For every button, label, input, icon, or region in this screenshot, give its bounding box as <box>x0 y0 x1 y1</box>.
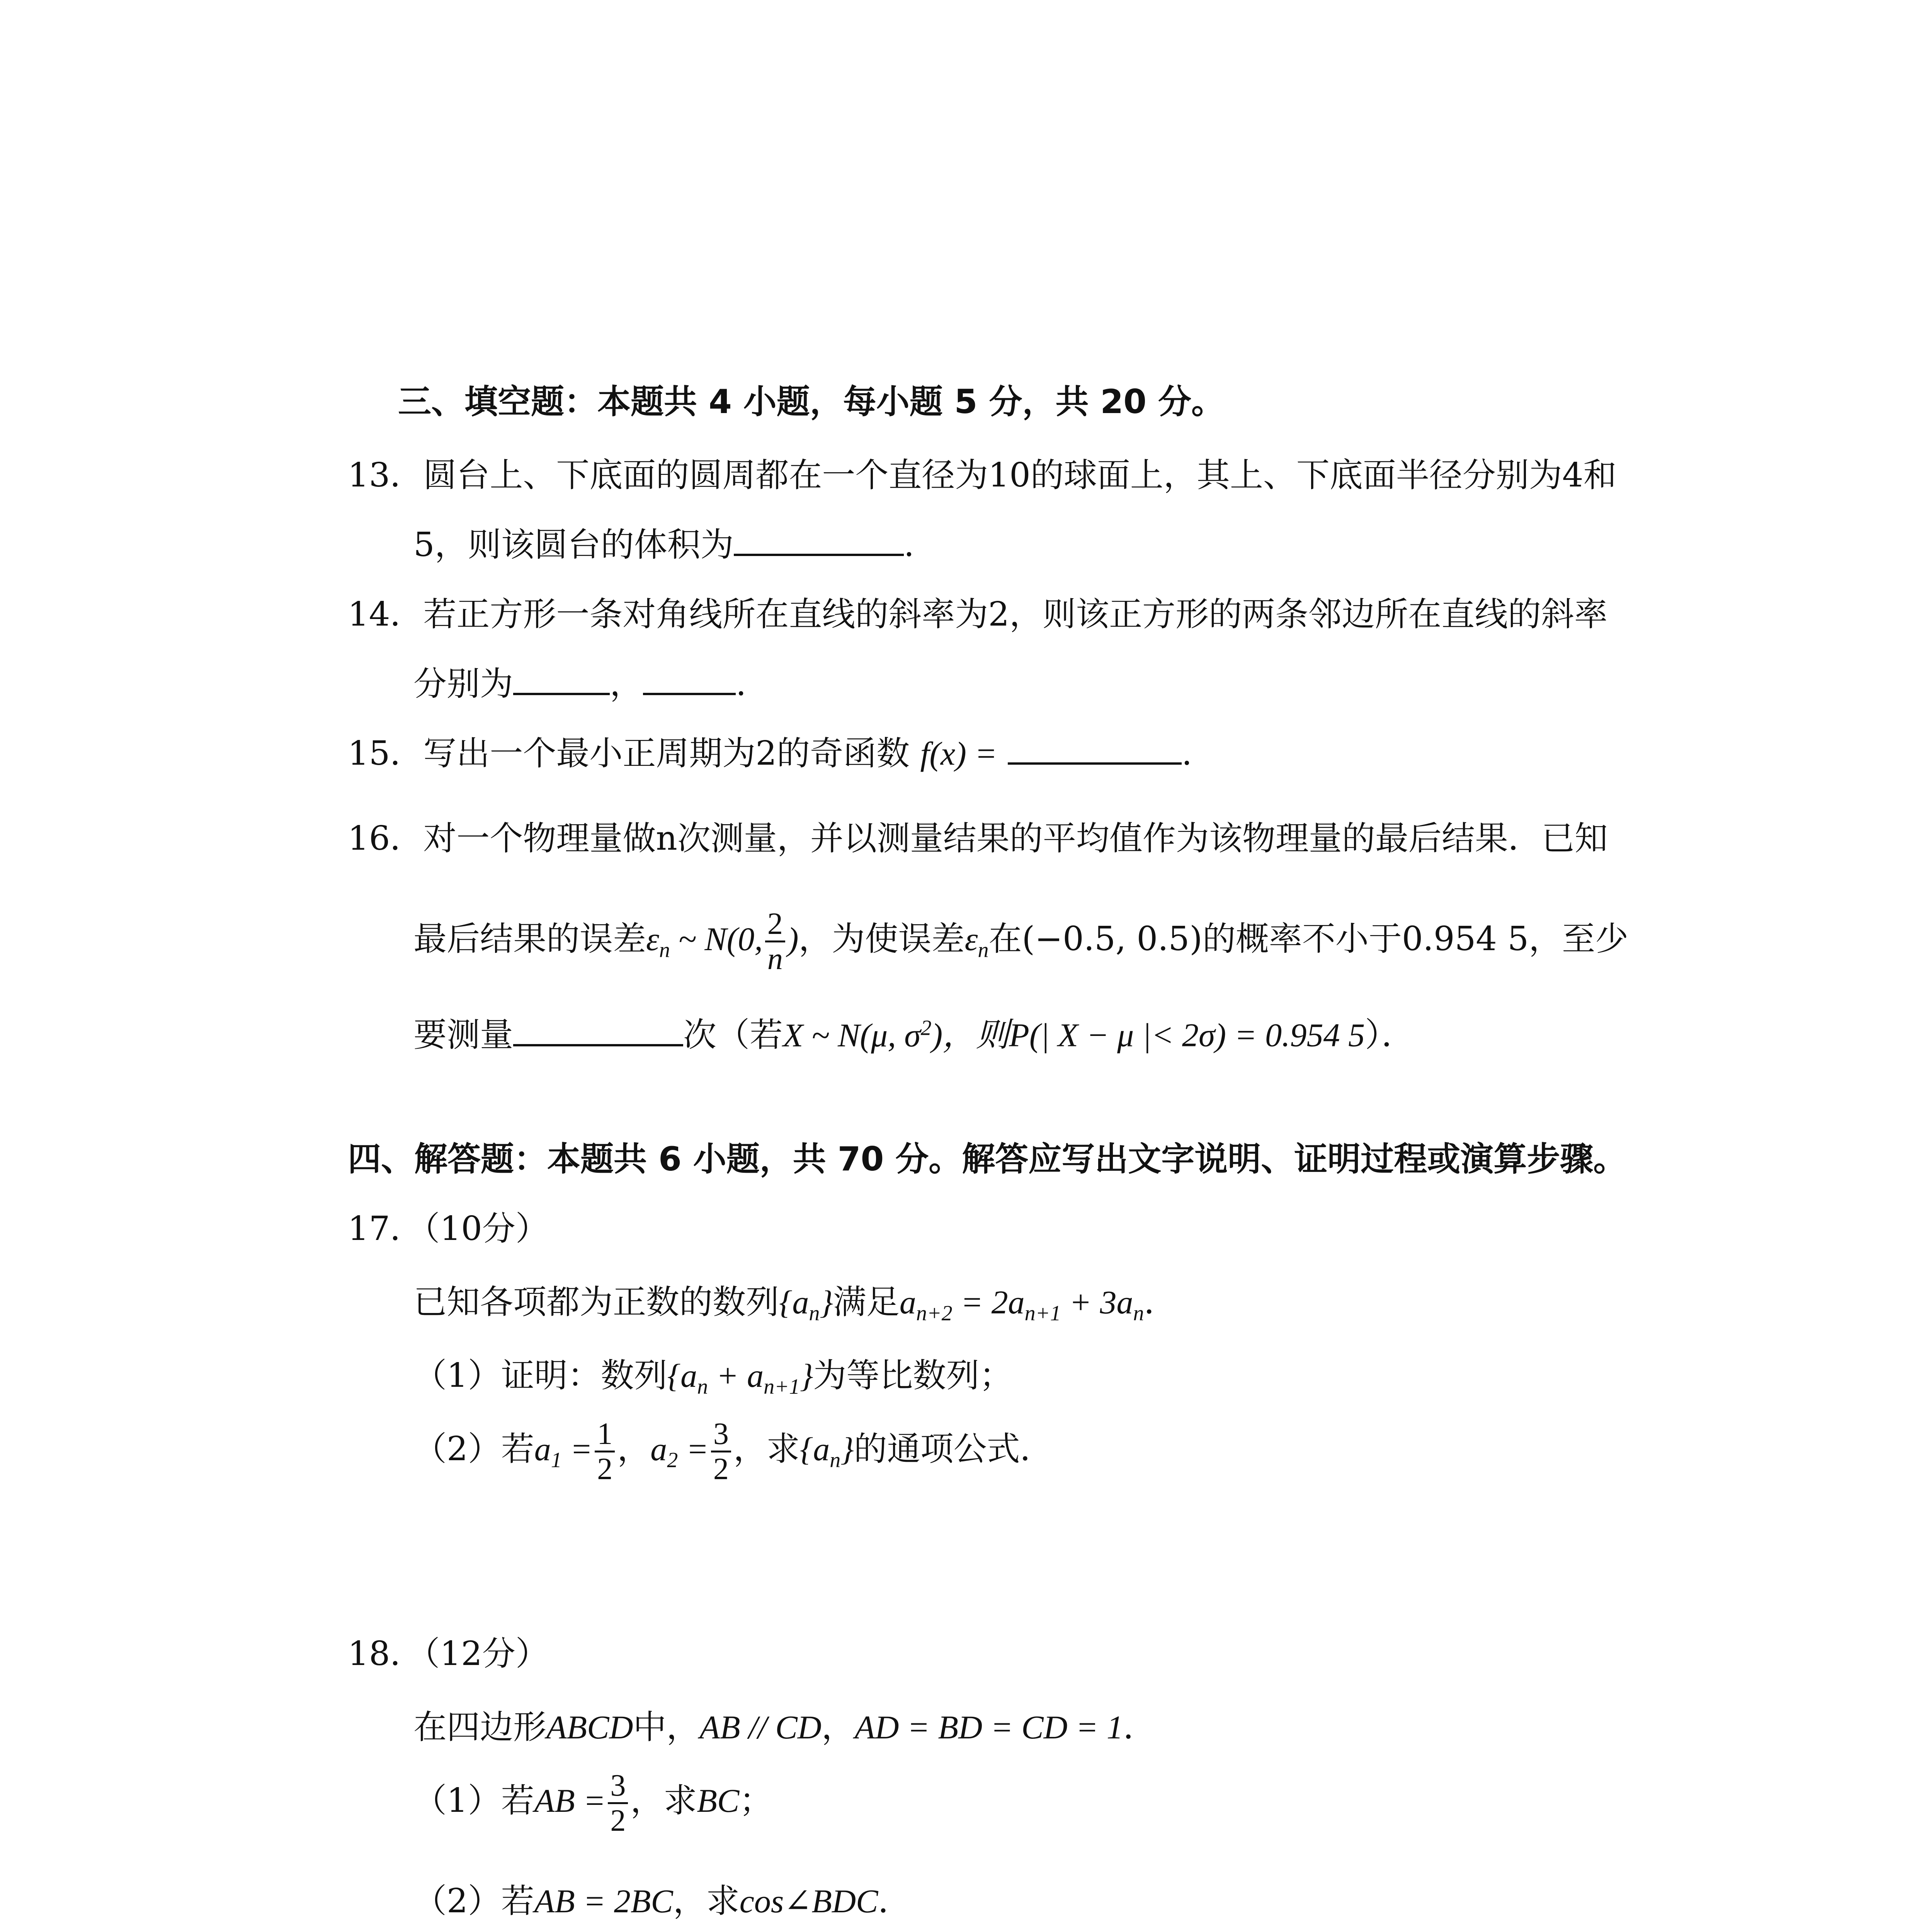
q17-p2-a2: $a_2$ = <box>650 1430 709 1473</box>
q16-text-a: 最后结果的误差 <box>413 920 646 958</box>
question-18-title: 18．（12分） <box>348 1634 549 1673</box>
q17-p2-comma: ， <box>617 1430 651 1468</box>
q17-p1-text: （1）证明：数列 <box>413 1356 667 1395</box>
q17-p2-fraction-2: $\frac{3}{2}$ <box>711 1417 731 1486</box>
q18-p1-end: ； <box>739 1781 773 1820</box>
question-16-line-2 <box>413 900 1628 989</box>
q18-p1-text-b: ，求 <box>630 1781 697 1820</box>
q17-stem-text: 已知各项都为正数的数列 <box>413 1283 779 1321</box>
q16-text-g: ）． <box>1365 1015 1415 1054</box>
q16-text-d: 要测量 <box>413 1015 513 1054</box>
q14-answer-blank-2[interactable] <box>643 666 736 695</box>
q17-recurrence: $a_{n+2} = 2a_{n+1} + 3a_n$ <box>899 1284 1144 1326</box>
q16-text-e: 次（若 <box>683 1015 783 1054</box>
question-17-part-2 <box>413 1410 1053 1499</box>
q17-stem-text-b: 满足 <box>833 1283 900 1321</box>
q13-text: 5，则该圆台的体积为 <box>413 526 734 564</box>
q16-text-f: )，则 <box>931 1016 1009 1054</box>
q16-normal-dist: X ~ N(μ, $\sigma^2$ <box>783 1016 932 1054</box>
q16-distribution: ~ N(0, <box>670 920 763 957</box>
question-16-line-3 <box>413 1005 1415 1058</box>
q15-text: 15．写出一个最小正周期为2的奇函数 <box>348 734 910 773</box>
q16-probability: P(| X − μ |< 2σ) = 0.954 5 <box>1009 1016 1365 1054</box>
q17-p2-sequence: $\{a_n\}$ <box>799 1430 854 1473</box>
q18-parallel: AB // CD <box>699 1709 822 1746</box>
q17-p2-text-b: ，求 <box>733 1430 800 1468</box>
q17-stem-end: ． <box>1144 1283 1177 1321</box>
q17-p2-a1: $a_1$ = <box>534 1430 593 1473</box>
question-17-title: 17．（10分） <box>348 1209 549 1248</box>
q14-answer-blank-1[interactable] <box>513 666 610 695</box>
q13-answer-blank[interactable] <box>734 527 904 556</box>
section-4-heading: 四、解答题：本题共 6 小题，共 70 分。解答应写出文字说明、证明过程或演算步骤。 <box>348 1140 1627 1179</box>
q17-sequence: $\{a_n\}$ <box>779 1284 833 1326</box>
q18-stem-text-b: 中， <box>633 1708 700 1747</box>
q18-stem-comma: ， <box>821 1708 855 1747</box>
q18-p1-ab: AB = <box>534 1782 606 1819</box>
question-13-line-2 <box>413 522 914 568</box>
q18-p1-bc: BC <box>697 1782 740 1819</box>
q18-stem-text: 在四边形 <box>413 1708 546 1747</box>
q14-separator: ， <box>610 665 643 703</box>
q14-period: . <box>736 665 747 703</box>
question-17-stem <box>413 1279 1177 1337</box>
q18-p2-end: ． <box>878 1882 912 1920</box>
q17-p1-text-b: 为等比数列； <box>813 1356 1013 1395</box>
q18-p2-text-b: ，求 <box>673 1882 740 1920</box>
q18-p2-equation: AB = 2BC <box>534 1883 673 1920</box>
q14-text: 分别为 <box>413 665 513 703</box>
q16-error-symbol-2: $\varepsilon_n$ <box>964 920 989 963</box>
question-18-part-2 <box>413 1878 911 1924</box>
q16-distribution-close: ) <box>787 920 799 957</box>
q15-answer-blank[interactable] <box>1008 735 1182 765</box>
q16-text-b: ，为使误差 <box>798 920 965 958</box>
q16-text-c: 在(−0.5, 0.5)的概率不小于0.954 5，至少 <box>988 920 1629 958</box>
q17-p2-fraction-1: $\frac{1}{2}$ <box>595 1417 615 1486</box>
q18-p1-text: （1）若 <box>413 1781 534 1820</box>
question-13-line-1: 13．圆台上、下底面的圆周都在一个直径为10的球面上，其上、下底面半径分别为4和 <box>348 456 1617 495</box>
question-15 <box>348 730 1192 777</box>
q15-period: . <box>1181 734 1192 773</box>
question-17-part-1 <box>413 1352 1012 1410</box>
question-14-line-1: 14．若正方形一条对角线所在直线的斜率为2，则该正方形的两条邻边所在直线的斜率 <box>348 595 1608 634</box>
q13-period: . <box>903 526 915 564</box>
q18-p1-fraction: $\frac{3}{2}$ <box>608 1769 628 1837</box>
question-16-line-1: 16．对一个物理量做n次测量，并以测量结果的平均值作为该物理量的最后结果．已知 <box>348 819 1608 858</box>
question-18-stem <box>413 1704 1157 1750</box>
q18-p2-text: （2）若 <box>413 1882 534 1920</box>
q18-equalities: AD = BD = CD = 1 <box>854 1709 1123 1746</box>
q17-p2-text: （2）若 <box>413 1430 534 1468</box>
q18-quadrilateral: ABCD <box>546 1709 633 1746</box>
q17-p2-text-c: 的通项公式． <box>854 1430 1053 1468</box>
q16-answer-blank[interactable] <box>513 1017 683 1046</box>
q17-p1-sequence: $\{a_n + a_{n+1}\}$ <box>667 1357 813 1399</box>
q18-stem-end: ． <box>1123 1708 1157 1747</box>
q16-error-symbol: $\varepsilon_n$ <box>646 920 670 963</box>
section-3-heading: 三、填空题：本题共 4 小题，每小题 5 分，共 20 分。 <box>398 383 1225 421</box>
q15-function: f(x) = <box>920 735 997 772</box>
q16-fraction: $\frac{2}{n}$ <box>765 907 785 976</box>
q18-p2-cosine: cos∠BDC <box>739 1883 878 1920</box>
question-14-line-2 <box>413 661 746 707</box>
question-18-part-1 <box>413 1762 772 1839</box>
